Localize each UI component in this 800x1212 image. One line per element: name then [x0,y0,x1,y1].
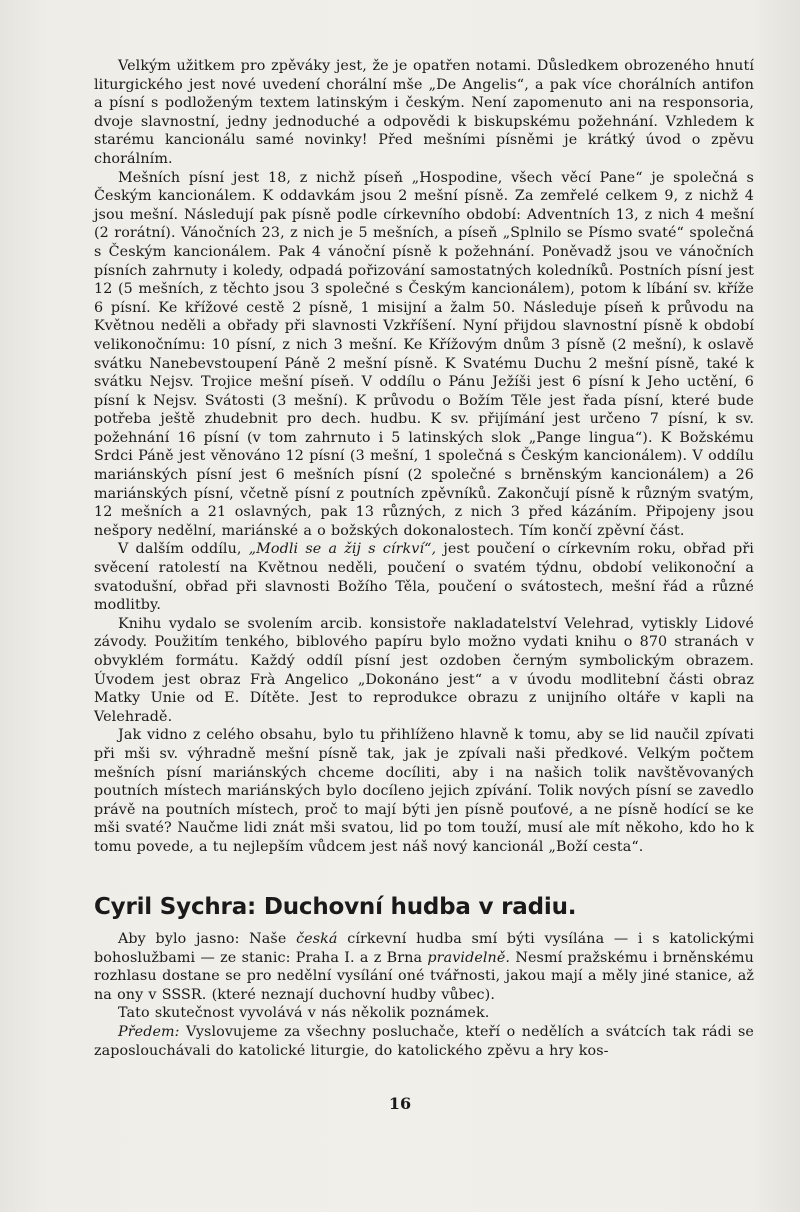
paragraph-song-contents: Mešních písní jest 18, z nichž píseň „Hospodine, všech věcí Pane“ je společná s Českým kancionálem. K oddavkám jsou 2 mešní písně. Za zemřelé celkem 9, z nichž 4 jsou mešní. Následují pak písně podle církevního období: Adventních 13, z nich 4 mešní (2 rorátní). Vánočních 23, z nich je 5 mešních, a píseň „Splnilo se Písmo svaté“ společná s Českým kancionálem. Pak 4 vánoční písně k požehnání. Poněvadž jsou ve vánočních písních zahrnuty i koledy, odpadá pořizování samostatných koledníků. Postních písní jest 12 (5 mešních, z těchto jsou 3 společné s Českým kancionálem), potom k líbání sv. kříže 6 písní. Ke křížové cestě 2 písně, 1 misijní a žalm 50. Následuje píseň k průvodu na Květnou neděli a obřady při slavnosti Vzkříšení. Nyní přijdou slavnostní písně k období velikonočnímu: 10 písní, z nich 3 mešní. Ke Křížovým dnům 3 písně (2 mešní), k oslavě svátku Nanebevstoupení Páně 2 mešní písně. K Svatému Duchu 2 mešní písně, také k svátku Nejsv. Trojice mešní píseň. V oddílu o Pánu Ježíši jest 6 písní k Jeho uctění, 6 písní k Nejsv. Svátosti (3 mešní). K průvodu o Božím Těle jest řada písní, které bude potřeba ještě zhudebnit pro dech. hudbu. K sv. přijímání jest určeno 7 písní, k sv. požehnání 16 písní (v tom zahrnuto i 5 latinských slok „Pange lingua“). K Božskému Srdci Páně jest věnováno 12 písní (3 mešní, 1 společná s Českým kancionálem). V oddílu mariánských písní jest 6 mešních písní (2 společné s brněnským kancionálem) a 26 mariánských písní, včetně písní z poutních zpěvníků. Zakončují písně k různým svatým, 12 mešních a 21 oslavných, pak 13 různých, z nich 3 před kázáním. Připojeny jsou nešpory nedělní, mariánské a o božských dokonalostech. Tím končí zpěvní část. [94,169,754,539]
paragraph-publication: Knihu vydalo se svolením arcib. konsistoře nakladatelství Velehrad, vytiskly Lidové závody. Použitím tenkého, biblového papíru bylo možno vydati knihu o 870 stranách v obvyklém formátu. Každý oddíl písní jest ozdoben černým symbolickým obrazem. Úvodem jest obraz Frà Angelico „Dokonáno jest“ a v úvodu modlitební části obraz Matky Unie od E. Dítěte. Jest to reprodukce obrazu z unijního oltáře v kapli na Velehradě. [94,615,754,725]
paragraph-prayer-section [94,540,754,614]
article-text [94,930,754,1060]
paragraph-radio-broadcast [94,930,754,1004]
paragraph-first-point [94,1023,754,1060]
article-heading: Cyril Sychra: Duchovní hudba v radiu. [94,894,577,920]
radio-emphasis-czech: česká [296,931,338,947]
radio-text-part-2: církevní hudba smí býti vysílána — i s katolickými bohoslužbami — ze stanic: Praha I. a z Brna [94,931,755,966]
page-number: 16 [388,1094,412,1113]
paragraph-conclusion: Jak vidno z celého obsahu, bylo tu přihlíženo hlavně k tomu, aby se lid naučil zpívati při mši sv. výhradně mešní písně tak, jak je zpívali naši předkové. Velkým počtem mešních písní mariánských chceme docíliti, aby i na našich tolik navštěvovaných poutních místech mariánských bylo docíleno jejich zpívání. Tolik nových písní se zavedlo právě na poutních místech, proč to mají býti jen písně pouťové, a ne písně hodící se ke mši svaté? Naučme lidi znát mši svatou, lid po tom touží, musí ale mít někoho, kdo ho k tomu povede, a tu nejlepším vůdcem jest náš nový kancionál „Boží cesta“. [94,727,754,855]
prayer-section-rest: jest poučení o církevním roku, obřad při svěcení ratolestí na Květnou neděli, poučení o svatém týdnu, období velikonoční a svatodušní, obřad při slavnosti Božího Těla, poučení o svátostech, mešní řád a různé modlitby. [94,541,754,614]
prayer-section-title: „Modli se a žij s církví“, [248,541,437,558]
book-review-text [94,57,754,857]
paragraph-remarks: Tato skutečnost vyvolává v nás několik poznámek. [118,1005,490,1022]
radio-emphasis-regularly: pravidelně. [427,949,511,966]
radio-text-part-3: Nesmí pražskému i brněnskému rozhlasu dostane se pro nedělní vysílání oné tvářnosti, jakou mají a měly jiné stanice, až na ony v SSSR. (které neznají duchovní hudby vůbec). [94,949,754,1003]
prayer-section-lead: V dalším oddílu, [118,541,249,558]
radio-text-part-1: Aby bylo jasno: Naše [118,931,297,947]
paragraph-notation: Velkým užitkem pro zpěváky jest, že je opatřen notami. Důsledkem obrozeného hnutí liturgického jest nové uvedení chorální mše „De Angelis“, a pak více chorálních antifon a písní s podloženým textem latinským i českým. Není zapomenuto ani na responsoria, dvoje slavnostní, jedny jednoduché a odpovědi k biskupskému požehnání. Vzhledem k starému kancionálu samé novinky! Před mešními písněmi je krátký úvod o zpěvu chorálním. [94,58,754,167]
first-point-label: Předem: [118,1023,180,1040]
first-point-text: Vyslovujeme za všechny posluchače, kteří o nedělích a svátcích tak rádi se zaposlouchávali do katolické liturgie, do katolického zpěvu a hry kos- [94,1023,754,1059]
